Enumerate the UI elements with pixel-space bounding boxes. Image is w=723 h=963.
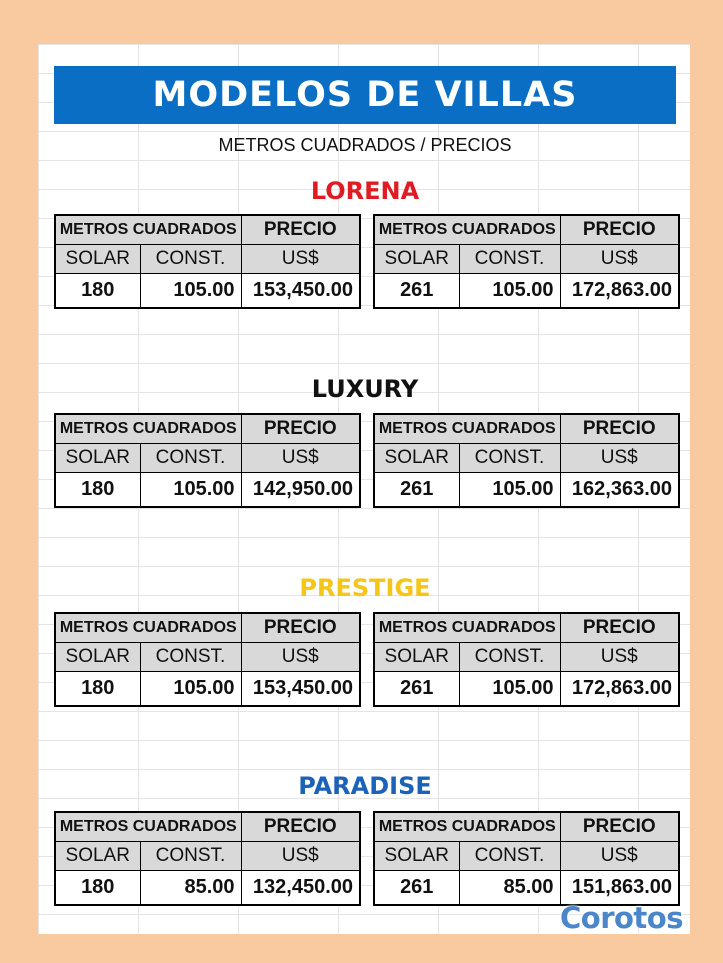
solar-value: 180	[55, 871, 140, 906]
const-label: CONST.	[459, 842, 560, 871]
const-value: 105.00	[140, 473, 241, 508]
solar-value: 261	[374, 672, 459, 707]
metros-header: METROS CUADRADOS	[55, 613, 241, 643]
price-value: 153,450.00	[241, 274, 360, 309]
metros-header: METROS CUADRADOS	[374, 414, 560, 444]
const-value: 105.00	[459, 473, 560, 508]
metros-header: METROS CUADRADOS	[374, 613, 560, 643]
const-label: CONST.	[140, 643, 241, 672]
const-value: 105.00	[459, 672, 560, 707]
price-table	[373, 612, 680, 707]
const-value: 105.00	[140, 672, 241, 707]
price-table	[373, 214, 680, 309]
price-value: 153,450.00	[241, 672, 360, 707]
currency-label: US$	[560, 842, 679, 871]
currency-label: US$	[241, 444, 360, 473]
precio-header: PRECIO	[560, 414, 679, 444]
page-subtitle: METROS CUADRADOS / PRECIOS	[218, 134, 512, 155]
const-value: 105.00	[140, 274, 241, 309]
precio-header: PRECIO	[560, 613, 679, 643]
solar-label: SOLAR	[374, 444, 459, 473]
const-label: CONST.	[140, 842, 241, 871]
price-value: 142,950.00	[241, 473, 360, 508]
const-label: CONST.	[140, 444, 241, 473]
solar-value: 261	[374, 274, 459, 309]
precio-header: PRECIO	[241, 613, 360, 643]
const-value: 85.00	[140, 871, 241, 906]
model-title: PRESTIGE	[299, 574, 431, 602]
currency-label: US$	[560, 643, 679, 672]
metros-header: METROS CUADRADOS	[374, 215, 560, 245]
currency-label: US$	[560, 444, 679, 473]
solar-value: 180	[55, 672, 140, 707]
precio-header: PRECIO	[241, 215, 360, 245]
currency-label: US$	[560, 245, 679, 274]
const-value: 105.00	[459, 274, 560, 309]
solar-value: 180	[55, 473, 140, 508]
precio-header: PRECIO	[241, 414, 360, 444]
metros-header: METROS CUADRADOS	[374, 812, 560, 842]
price-table	[373, 811, 680, 906]
solar-value: 261	[374, 473, 459, 508]
price-table	[54, 811, 361, 906]
solar-label: SOLAR	[374, 643, 459, 672]
metros-header: METROS CUADRADOS	[55, 215, 241, 245]
currency-label: US$	[241, 842, 360, 871]
price-value: 132,450.00	[241, 871, 360, 906]
currency-label: US$	[241, 245, 360, 274]
price-value: 172,863.00	[560, 672, 679, 707]
model-title: PARADISE	[298, 772, 432, 800]
price-value: 162,363.00	[560, 473, 679, 508]
corotos-logo: Corotos	[560, 901, 683, 935]
currency-label: US$	[241, 643, 360, 672]
solar-label: SOLAR	[55, 643, 140, 672]
const-label: CONST.	[459, 245, 560, 274]
spreadsheet-sheet	[38, 44, 690, 934]
precio-header: PRECIO	[560, 812, 679, 842]
price-table	[54, 612, 361, 707]
precio-header: PRECIO	[560, 215, 679, 245]
solar-label: SOLAR	[55, 245, 140, 274]
const-label: CONST.	[459, 444, 560, 473]
price-table	[54, 413, 361, 508]
page-title: MODELOS DE VILLAS	[54, 66, 676, 124]
precio-header: PRECIO	[241, 812, 360, 842]
metros-header: METROS CUADRADOS	[55, 414, 241, 444]
price-table	[54, 214, 361, 309]
price-value: 172,863.00	[560, 274, 679, 309]
solar-value: 180	[55, 274, 140, 309]
price-table	[373, 413, 680, 508]
const-label: CONST.	[140, 245, 241, 274]
solar-label: SOLAR	[55, 842, 140, 871]
solar-label: SOLAR	[374, 842, 459, 871]
price-value: 151,863.00	[560, 871, 679, 906]
model-title: LORENA	[310, 177, 420, 205]
solar-value: 261	[374, 871, 459, 906]
const-label: CONST.	[459, 643, 560, 672]
solar-label: SOLAR	[374, 245, 459, 274]
solar-label: SOLAR	[55, 444, 140, 473]
model-title: LUXURY	[311, 375, 419, 403]
const-value: 85.00	[459, 871, 560, 906]
metros-header: METROS CUADRADOS	[55, 812, 241, 842]
